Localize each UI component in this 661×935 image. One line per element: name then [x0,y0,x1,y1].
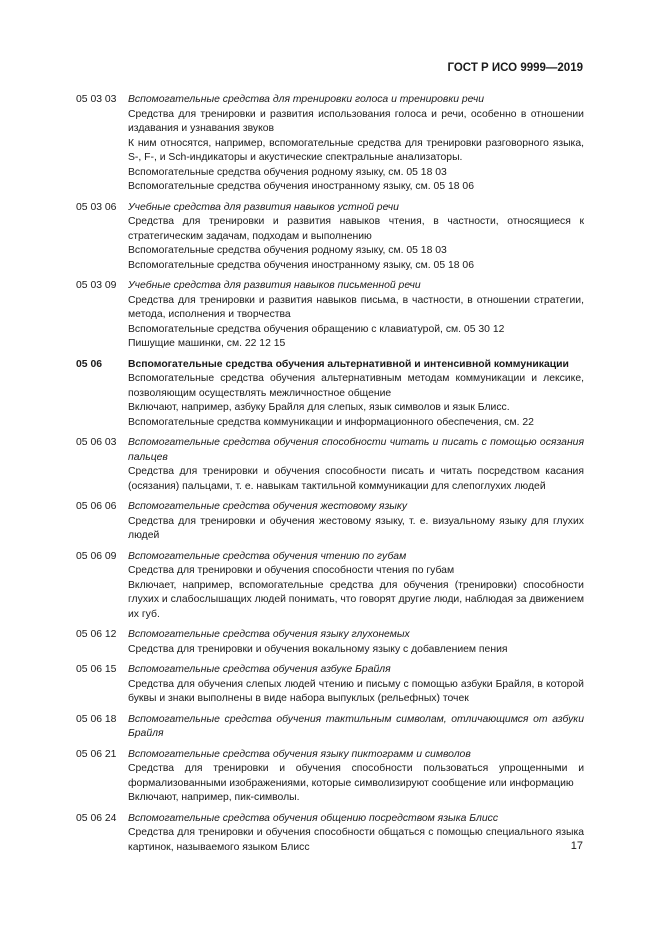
entry-body [128,713,584,742]
classification-entry [76,201,584,274]
classification-entry [76,663,584,707]
entry-code: 05 06 [76,358,103,370]
entry-description: К ним относятся, например, вспомогательные средства для тренировки разговорного языка, S-, F-, и Sch-индикаторы и акустические спектральные анализаторы. [128,137,584,163]
classification-entry [76,93,584,195]
entry-body [128,628,584,657]
entry-description: Средства для тренировки и развития использования голоса и речи, особенно в отношении издавания и узнавания звуков [128,108,584,134]
entry-description: Вспомогательные средства коммуникации и информационного обеспечения, см. 22 [128,416,534,428]
entry-body [128,812,584,856]
entry-code: 05 03 09 [76,280,117,291]
entry-description: Средства для обучения слепых людей чтению и письму с помощью азбуки Брайля, в которой буквы и знаки выполнены в виде набора выпуклых (рельефных) точек [128,678,584,704]
entry-title: Учебные средства для развития навыков письменной речи [128,280,421,291]
entry-description: Средства для тренировки и обучения вокальному языку с добавлением пения [128,643,508,655]
entry-description: Средства для тренировки и развития навыков чтения, в частности, относящиеся к стратегическим задачам, подходам и выполнению [128,216,584,242]
classification-entry [76,812,584,856]
entry-description: Средства для тренировки и обучения способности писать и читать посредством касания (осязания) пальцами, т. е. навыкам тактильной коммуникации для слепоглухих людей [128,466,584,492]
entry-code: 05 03 06 [76,201,117,213]
entry-description: Вспомогательные средства обучения родному языку, см. 05 18 03 [128,166,447,178]
entry-description: Включают, например, азбуку Брайля для слепых, язык символов и язык Блисс. [128,402,510,413]
entry-title: Вспомогательные средства обучения языку глухонемых [128,629,410,640]
entry-description: Вспомогательные средства обучения иностранному языку, см. 05 18 06 [128,259,474,271]
entry-title: Вспомогательные средства для тренировки голоса и тренировки речи [128,94,485,105]
classification-entry [76,628,584,657]
classification-entry [76,748,584,806]
entry-description: Средства для тренировки и развития навыков письма, в частности, в отношении стратегии, метода, исполнения и творчества [128,294,584,320]
classification-entry [76,713,584,742]
entry-body [128,663,584,707]
classification-entry [76,436,584,494]
entry-description: Пишущие машинки, см. 22 12 15 [128,338,286,349]
classification-entry [76,279,584,352]
entry-title: Вспомогательные средства обучения жестовому языку [128,501,408,512]
entry-title: Вспомогательные средства обучения языку пиктограмм и символов [128,748,471,760]
entry-body [128,748,584,806]
entry-body [128,500,584,544]
entry-description: Вспомогательные средства обучения иностранному языку, см. 05 18 06 [128,181,474,192]
page-number: 17 [570,840,583,852]
entry-body [128,550,584,623]
entry-description: Средства для тренировки и обучения жестовому языку, т. е. визуальному языку для глухих людей [128,515,584,541]
entry-description: Включает, например, вспомогательные средства для обучения (тренировки) способности глухих и слабослышащих людей понимать, что говорят другие люди, наблюдая за движением их губ. [128,579,585,620]
entry-description: Вспомогательные средства обучения родному языку, см. 05 18 03 [128,245,447,256]
classification-entry [76,550,584,623]
entry-title: Вспомогательные средства обучения способности читать и писать с помощью осязания пальцев [128,437,584,463]
entry-title: Вспомогательные средства обучения альтернативной и интенсивной коммуникации [128,358,569,370]
entry-body [128,201,584,274]
entry-code: 05 06 21 [76,748,117,760]
entry-body [128,436,584,494]
entry-code: 05 06 15 [76,664,117,675]
entry-title: Вспомогательные средства обучения чтению по губам [128,550,407,562]
entry-title: Вспомогательные средства обучения тактильным символам, отличающимся от азбуки Брайля [128,713,584,739]
classification-entry [76,500,584,544]
entry-title: Учебные средства для развития навыков устной речи [128,201,399,213]
entry-description: Средства для тренировки и обучения способности общаться с помощью специального языка картинок, называемого языком Блисс [128,827,584,853]
entry-description: Средства для тренировки и обучения способности чтения по губам [128,565,455,576]
entry-code: 05 06 06 [76,501,117,512]
entry-code: 05 06 12 [76,629,117,640]
entry-body [128,358,584,431]
entry-code: 05 06 18 [76,713,117,725]
entry-code: 05 06 03 [76,437,117,448]
entry-title: Вспомогательные средства обучения общению посредством языка Блисс [128,812,499,824]
entry-code: 05 06 24 [76,812,117,824]
entry-title: Вспомогательные средства обучения азбуке Брайля [128,664,391,675]
document-header: ГОСТ Р ИСО 9999—2019 [447,62,583,74]
classification-list [76,93,584,861]
classification-group [76,358,584,431]
entry-description: Средства для тренировки и обучения способности пользоваться упрощенными и формализованными изображениями, которые символизируют сообщение или информацию [128,763,584,789]
entry-description: Вспомогательные средства обучения обращению с клавиатурой, см. 05 30 12 [128,323,505,335]
entry-description: Вспомогательные средства обучения альтернативным методам коммуникации и лексике, позволяющим осуществлять межличностное общение [128,373,584,399]
entry-code: 05 03 03 [76,94,117,105]
entry-description: Включают, например, пик-символы. [128,792,300,803]
entry-code: 05 06 09 [76,550,117,562]
entry-body [128,93,584,195]
entry-body [128,279,584,352]
